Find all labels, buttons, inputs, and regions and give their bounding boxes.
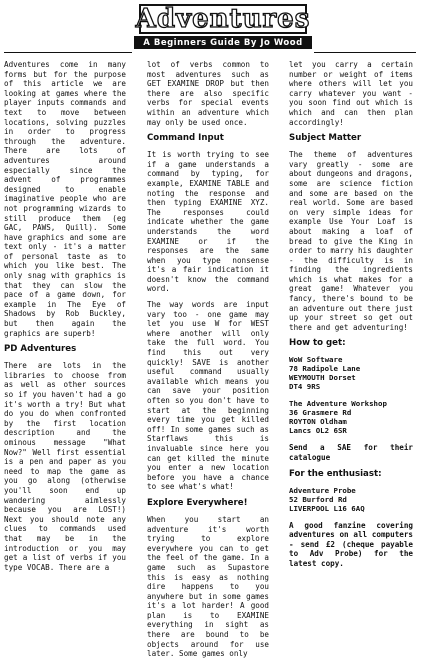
header-rule-right (314, 52, 416, 53)
command-paragraph-2: The way words are input vary too - one game may let you use W for WEST where another will only take the full word. You find this out very quickly! SAVE is another useful command usually available which means you can save your position often so you don't have to start at the beginning every time you get killed off! In some games such as Starflaws this is invaluable since here you can get killed the minute you enter a new location before you have a chance to see what's what! (147, 300, 269, 492)
address-adventure-workshop (289, 399, 413, 435)
heading-how-to-get: How to get: (289, 338, 346, 349)
address-line: DT4 9RS (289, 382, 321, 392)
address-line: 36 Grasmere Rd (289, 408, 352, 418)
column-1 (4, 60, 126, 578)
heading-pd-adventures: PD Adventures (4, 344, 77, 355)
header-rule-left (4, 52, 132, 53)
article-subtitle: A Beginners Guide By Jo Wood (134, 36, 312, 49)
heading-explore-everywhere: Explore Everywhere! (147, 497, 248, 508)
address-line: WEYMOUTH Dorset (289, 373, 356, 383)
address-line: 52 Burford Rd (289, 494, 347, 504)
fanzine-paragraph: A good fanzine covering adventures on all computers - send £2 (cheque payable to Adv Probe) for the latest copy. (289, 520, 413, 568)
heading-subject-matter: Subject Matter (289, 133, 362, 144)
verbs-paragraph: lot of verbs common to most adventures such as GET EXAMINE DROP but then there are also specific verbs for special events within an adventure which may only be used once. (147, 60, 269, 127)
command-paragraph-1: It is worth trying to see if a game understands a command by typing, for example, EXAMINE TABLE and noting the response and then typing EXAMINE XYZ. The responses could indicate whether the game understands the word EXAMINE or if the responses are the same when you type nonsense it's a fair indication it doesn't know the command word. (147, 150, 269, 294)
address-line: Adventure Probe (289, 485, 356, 495)
column-3 (289, 60, 413, 575)
title-banner (135, 4, 311, 34)
address-line: The Adventure Workshop (289, 399, 387, 409)
address-line: 78 Radipole Lane (289, 364, 361, 374)
column-2 (147, 60, 269, 665)
sae-note: Send a SAE for their catalogue (289, 443, 413, 463)
address-wow-software (289, 355, 413, 391)
address-line: LIVERPOOL L16 6AQ (289, 503, 365, 513)
intro-paragraph: Adventures come in many forms but for the purpose of this article we are looking at games where the player inputs commands and text to move between locations, solving puzzles in order to progress through the adventure. There are lots of adventures around especially since the advent of programmes designed to enable imaginative people who are not programming wizards to still produce them (eg GAC, PAWS, Quill). Some have graphics and some are text only - it's a matter of personal taste as to which you like best. The only snag with graphics is that they can slow the pace of a game down, for example in The Eye of Shadows by Rob Buckley, but then again the graphics are superb! (4, 60, 126, 338)
pd-paragraph: There are lots in the libraries to choose from as well as other sources so if you haven't had a go it's worth a try! But what do you do when confronted by the first location description and the ominous message "What Now?" Well first essential is a pen and paper as you need to map the game as you go along (otherwise you'll soon end up wandering aimlessly because you are LOST!) Next you should note any clues to commands used that may be in the introduction or you may get a list of verbs if you type VOCAB. There are a (4, 361, 126, 572)
address-adventure-probe (289, 486, 413, 513)
subject-paragraph: The theme of adventures vary greatly - some are about dungeons and dragons, some are science fiction and some are based on the real world. Some are based on very simple ideas for example Use Your Loaf is about making a loaf of bread to give the King in order to marry his daughter - the difficulty is in finding the ingredients which is what makes for a great game! Whatever you fancy, there's bound to be an adventure out there just up your street so get out there and get adventuring! (289, 150, 413, 332)
article-title: Adventures (135, 4, 311, 34)
heading-for-enthusiast: For the enthusiast: (289, 468, 382, 479)
address-line: WoW Software (289, 355, 343, 365)
address-line: ROYTON Oldham (289, 417, 347, 427)
explore-paragraph: When you start an adventure it's worth trying to explore everywhere you can to get the feel of the game. In a game such as Supastore this is easy as nothing dire happens to you anywhere but in some games it's a lot harder! A good plan is to EXAMINE everything in sight as there are bound to be objects around for use later. Some games only (147, 514, 269, 659)
address-line: Lancs OL2 6SR (289, 426, 347, 436)
heading-command-input: Command Input (147, 133, 224, 144)
carry-paragraph: let you carry a certain number or weight of items where others will let you carry whatever you want - you soon find out which is which and can then plan accordingly! (289, 60, 413, 127)
